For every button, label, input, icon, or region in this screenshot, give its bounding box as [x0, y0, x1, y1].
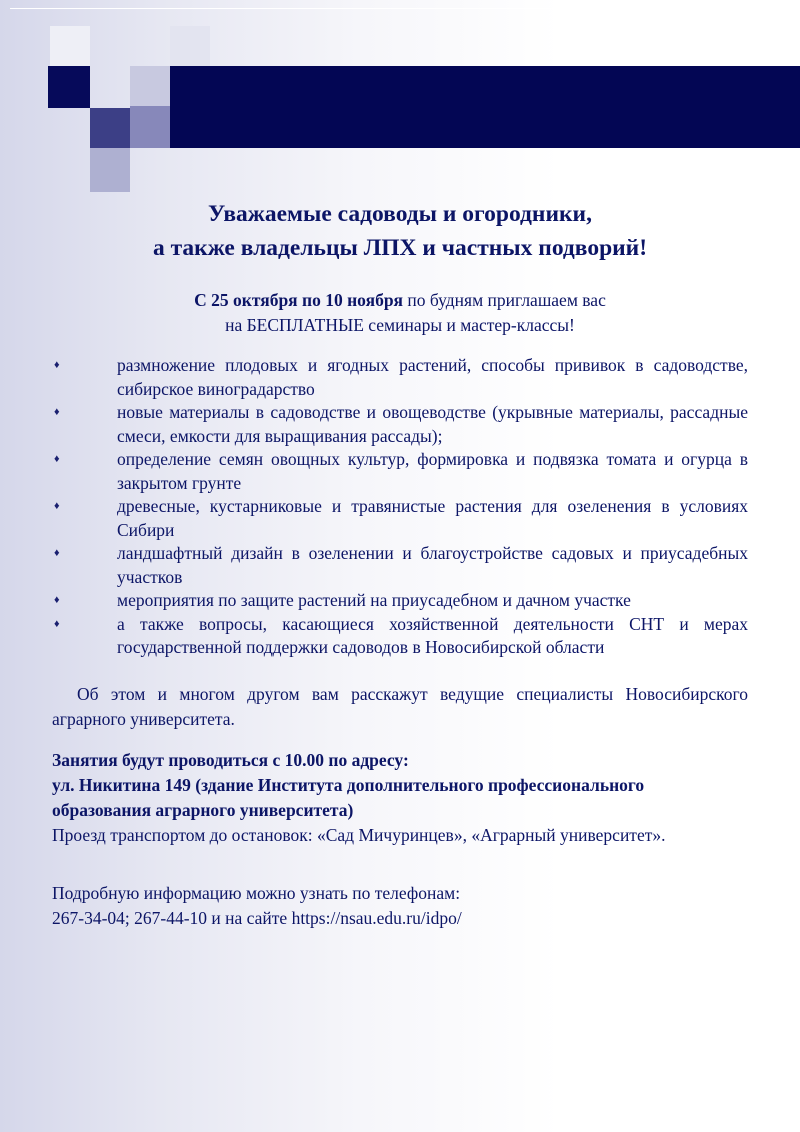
list-item	[0, 448, 800, 495]
topic-text: древесные, кустарниковые и травянистые растения для озеленения в условиях Сибири	[117, 496, 748, 540]
address-line-1: ул. Никитина 149 (здание Института дополнительного профессионального	[52, 775, 645, 795]
contacts-line-1: Подробную информацию можно узнать по телефонам:	[52, 883, 461, 903]
transport-info: Проезд транспортом до остановок: «Сад Мичуринцев», «Аграрный университет».	[52, 825, 666, 845]
bullet-icon: ♦	[54, 500, 60, 512]
intro-dates: С 25 октября по 10 ноября	[194, 290, 404, 310]
contacts-line-2: 267-34-04; 267-44-10 и на сайте https://nsau.edu.ru/idpo/	[52, 908, 462, 928]
topic-text: ландшафтный дизайн в озеленении и благоустройстве садовых и приусадебных участков	[117, 543, 748, 587]
decor-square	[48, 66, 90, 108]
bullet-icon: ♦	[54, 406, 60, 418]
decor-square	[130, 66, 170, 106]
decor-square	[170, 26, 210, 66]
list-item	[0, 542, 800, 589]
bullet-icon: ♦	[54, 594, 60, 606]
topic-text: мероприятия по защите растений на приусадебном и дачном участке	[117, 590, 631, 610]
contacts-block	[52, 881, 748, 931]
header-band	[170, 66, 800, 148]
bullet-icon: ♦	[54, 547, 60, 559]
bullet-icon: ♦	[54, 617, 60, 630]
venue-block	[52, 748, 748, 848]
title-line-1: Уважаемые садоводы и огородники,	[208, 201, 592, 227]
bullet-icon: ♦	[54, 359, 60, 371]
list-item	[0, 354, 800, 401]
decor-square	[90, 108, 130, 148]
decor-square	[90, 148, 130, 192]
intro-text	[0, 288, 800, 338]
topics-list	[0, 354, 800, 660]
schedule-time: Занятия будут проводиться с 10.00 по адресу:	[52, 750, 409, 770]
topic-text: определение семян овощных культур, формировка и подвязка томата и огурца в закрытом грунте	[117, 449, 748, 493]
intro-line-1	[0, 288, 800, 313]
topic-text: а также вопросы, касающиеся хозяйственной деятельности СНТ и мерах государственной поддержки садоводов в Новосибирской области	[117, 613, 748, 657]
page-title	[0, 197, 800, 265]
address-line-2: образования аграрного университета)	[52, 800, 354, 820]
title-line-2: а также владельцы ЛПХ и частных подворий!	[152, 235, 648, 261]
decor-square	[130, 106, 170, 148]
intro-invite: по будням приглашаем вас	[403, 290, 606, 310]
decor-square	[50, 26, 90, 66]
topic-text: размножение плодовых и ягодных растений, способы прививок в садоводстве, сибирское виноградарство	[117, 355, 748, 399]
topic-text: новые материалы в садоводстве и овощеводстве (укрывные материалы, рассадные смеси, емкости для выращивания рассады);	[117, 402, 748, 446]
bullet-icon: ♦	[54, 453, 60, 465]
list-item	[0, 613, 800, 660]
list-item	[0, 589, 800, 613]
list-item	[0, 401, 800, 448]
list-item	[0, 495, 800, 542]
info-paragraph: Об этом и многом другом вам расскажут ведущие специалисты Новосибирского аграрного университета.	[52, 684, 748, 729]
intro-line-2: на БЕСПЛАТНЫЕ семинары и мастер-классы!	[225, 315, 575, 335]
